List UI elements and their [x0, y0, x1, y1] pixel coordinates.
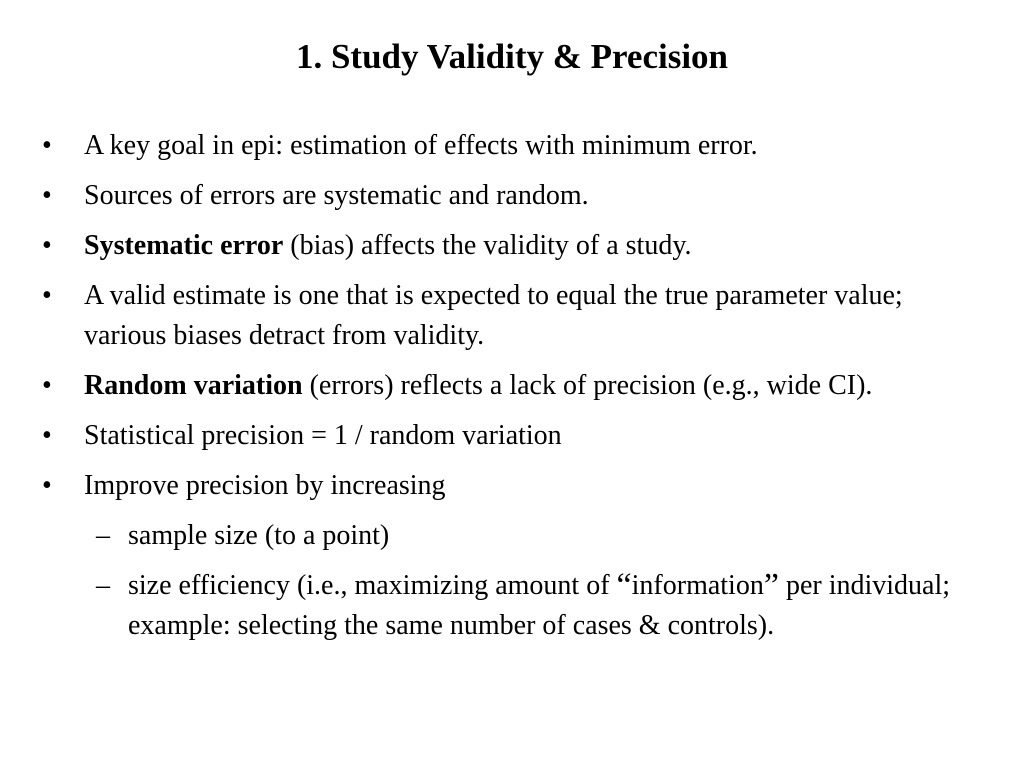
- sub-bullet-text: per individual; example: selecting the same number of cases & controls).: [128, 570, 951, 641]
- bullet-text: Statistical precision = 1 / random variation: [84, 420, 562, 451]
- bold-term: Systematic error: [84, 230, 284, 261]
- bullet-item: [40, 366, 990, 406]
- bullet-text: Improve precision by increasing: [84, 470, 446, 501]
- bullet-text: A key goal in epi: estimation of effects with minimum error.: [84, 130, 758, 161]
- bullet-item: [40, 176, 990, 216]
- bullet-marker: •: [42, 180, 52, 211]
- bullet-marker: •: [42, 230, 52, 261]
- sub-bullet-text: sample size (to a point): [128, 520, 390, 551]
- bullet-marker: •: [42, 280, 52, 311]
- sub-bullet-marker: –: [96, 570, 110, 601]
- bullet-text: A valid estimate is one that is expected to equal the true parameter value; various biases detract from validity.: [84, 280, 903, 351]
- bullet-item: [40, 226, 990, 266]
- slide-title: 1. Study Validity & Precision: [295, 37, 729, 76]
- bullet-text: (bias) affects the validity of a study.: [283, 230, 692, 261]
- sub-bullet-item: [40, 566, 990, 646]
- bullet-list: [40, 126, 990, 656]
- bullet-text: (errors) reflects a lack of precision (e.g., wide CI).: [302, 370, 873, 401]
- sub-bullet-marker: –: [96, 520, 110, 551]
- bullet-item: [40, 466, 990, 506]
- bullet-marker: •: [42, 370, 52, 401]
- quoted-term: information: [631, 570, 764, 601]
- bold-term: Random variation: [84, 370, 303, 401]
- bullet-marker: •: [42, 470, 52, 501]
- open-quote: “: [616, 567, 632, 604]
- bullet-item: [40, 126, 990, 166]
- bullet-marker: •: [42, 130, 52, 161]
- bullet-text: Sources of errors are systematic and random.: [84, 180, 589, 211]
- sub-bullet-item: [40, 516, 990, 556]
- bullet-item: [40, 416, 990, 456]
- bullet-item: [40, 276, 990, 356]
- close-quote: ”: [763, 567, 779, 604]
- bullet-marker: •: [42, 420, 52, 451]
- sub-bullet-text: size efficiency (i.e., maximizing amount of: [128, 570, 617, 601]
